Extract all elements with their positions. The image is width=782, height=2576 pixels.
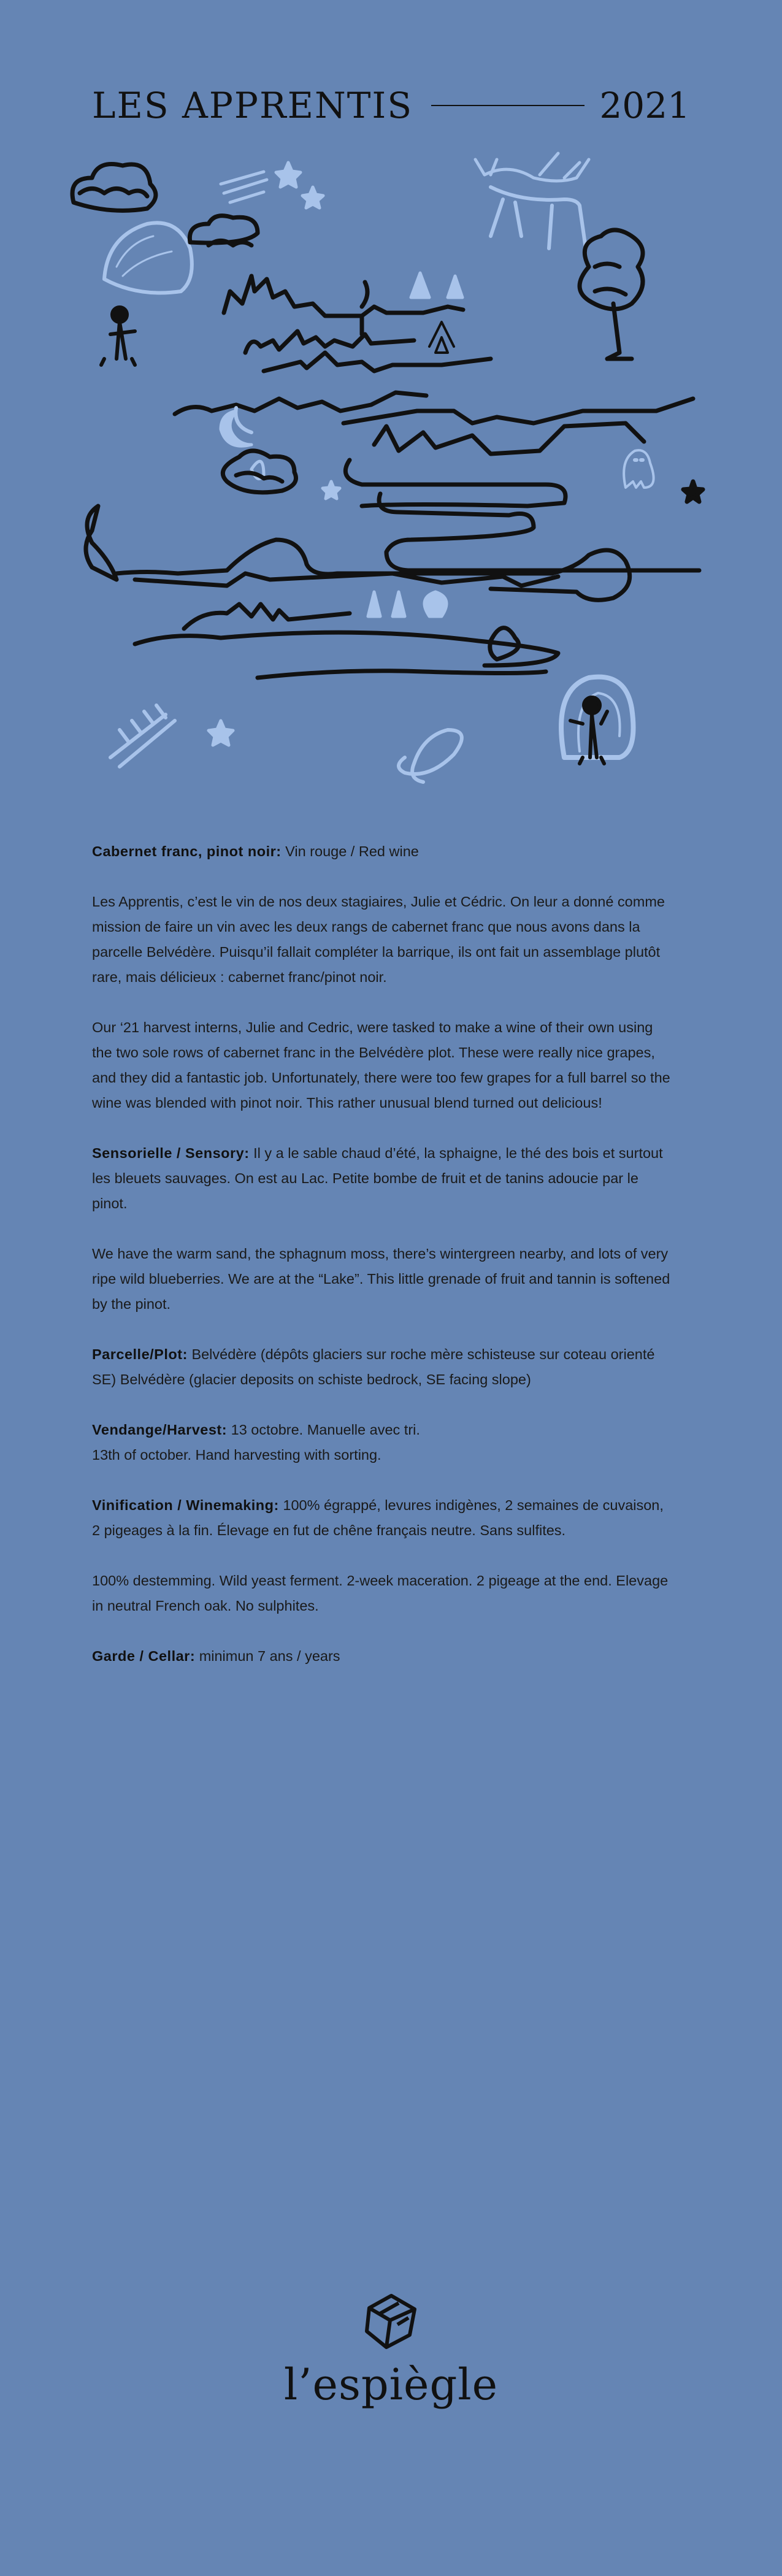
wine-description	[92, 839, 672, 1694]
figures	[101, 307, 607, 764]
dark-doodles	[72, 164, 703, 678]
wine-title: LES APPRENTIS	[92, 85, 413, 126]
winemaking-paragraph	[92, 1493, 672, 1543]
harvest-english: 13th of october. Hand harvesting with sorting.	[92, 1447, 381, 1463]
cellar-label: Garde / Cellar:	[92, 1648, 196, 1664]
moon-icon	[236, 408, 251, 432]
intro-english: Our ‘21 harvest interns, Julie and Cedric, were tasked to make a wine of their own using the two sole rows of cabernet franc in the Belvédère plot. These were really nice grapes, and they did a fantastic job. Unfortunately, there were too few grapes for a full barrel so the wine was blended with pinot noir. This rather unusual blend turned out delicious!	[92, 1019, 670, 1111]
grapes-label: Cabernet franc, pinot noir:	[92, 843, 282, 859]
cube-icon	[361, 2291, 422, 2352]
grapes-paragraph	[92, 839, 672, 864]
intro-french: Les Apprentis, c’est le vin de nos deux stagiaires, Julie et Cédric. On leur a donné comme mission de faire un vin avec les deux rangs de cabernet franc que nous avons dans la parcelle Belvédère. Puisqu’il fallait compléter la barrique, ils ont fait un assemblage plutôt rare, mais délicieux : cabernet franc/pinot noir.	[92, 894, 665, 985]
landscape-illustration	[61, 150, 721, 788]
sensory-label: Sensorielle / Sensory:	[92, 1145, 250, 1161]
plot-paragraph	[92, 1342, 672, 1392]
brand-wordmark: l’espiègle	[283, 2359, 499, 2410]
light-doodles	[104, 153, 654, 782]
winemaking-label: Vinification / Winemaking:	[92, 1497, 279, 1513]
harvest-paragraph	[92, 1417, 672, 1468]
harvest-french: 13 octobre. Manuelle avec tri.	[231, 1422, 420, 1438]
cellar-paragraph	[92, 1644, 672, 1669]
grapes-text: Vin rouge / Red wine	[285, 843, 419, 859]
cellar-text: minimun 7 ans / years	[199, 1648, 340, 1664]
header	[92, 81, 690, 130]
winemaking-english: 100% destemming. Wild yeast ferment. 2-week maceration. 2 pigeage at the end. Elevage in neutral French oak. No sulphites.	[92, 1573, 669, 1614]
plot-label: Parcelle/Plot:	[92, 1346, 188, 1362]
sensory-english: We have the warm sand, the sphagnum moss, there’s wintergreen nearby, and lots of very ripe wild blueberries. We are at the “Lake”. This little grenade of fruit and tannin is softened by the pinot.	[92, 1246, 670, 1312]
harvest-label: Vendange/Harvest:	[92, 1422, 228, 1438]
title-rule	[431, 105, 585, 106]
winemaking-french: 100% égrappé, levures indigènes, 2 semaines de cuvaison, 2 pigeages à la fin. Élevage en fut de chêne français neutre. Sans sulfites.	[92, 1497, 664, 1538]
sensory-paragraph	[92, 1141, 672, 1216]
brand-logo	[0, 2291, 782, 2410]
plot-text: Belvédère (dépôts glaciers sur roche mère schisteuse sur coteau orienté SE) Belvédère (glacier deposits on schiste bedrock, SE facing slope)	[92, 1346, 655, 1387]
sensory-french: Il y a le sable chaud d’été, la sphaigne, le thé des bois et surtout les bleuets sauvages. On est au Lac. Petite bombe de fruit et de tanins adoucie par le pinot.	[92, 1145, 663, 1211]
vintage-year: 2021	[599, 85, 690, 126]
